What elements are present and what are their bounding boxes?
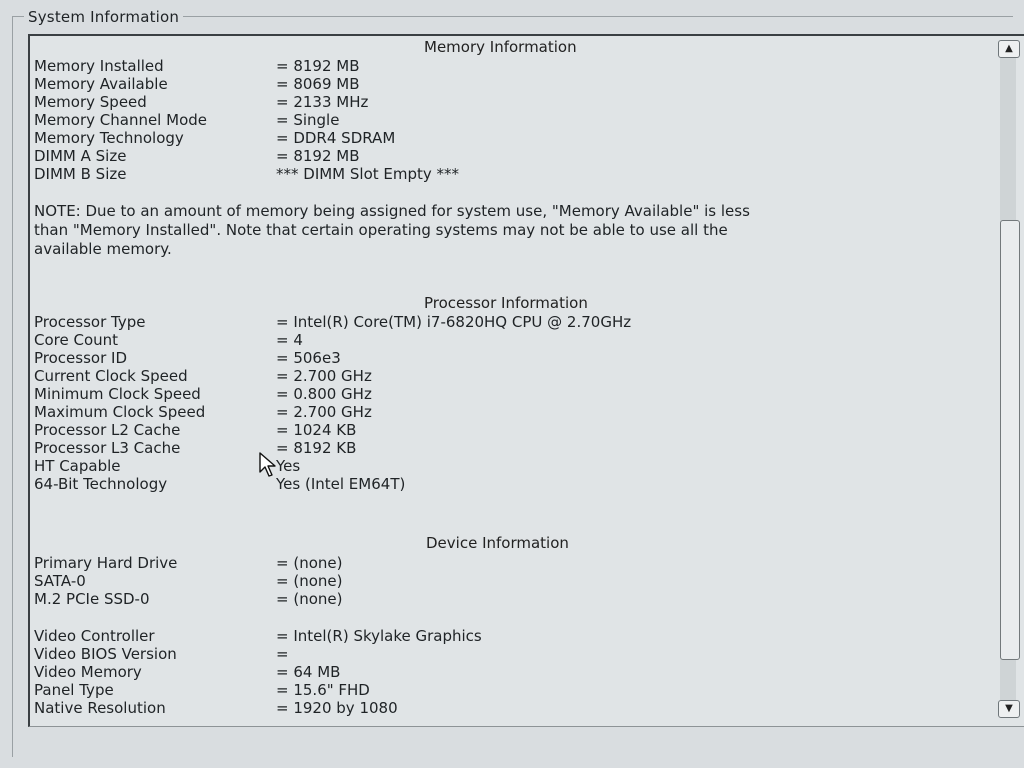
primary-hard-drive-value: = (none) <box>276 554 343 572</box>
dimm-a-size-label: DIMM A Size <box>34 147 127 165</box>
core-count-value: = 4 <box>276 331 303 349</box>
processor-l3-cache-label: Processor L3 Cache <box>34 439 181 457</box>
processor-type-label: Processor Type <box>34 313 146 331</box>
sata-0-label: SATA-0 <box>34 572 86 590</box>
device-section-title: Device Information <box>426 534 569 552</box>
memory-note-line: NOTE: Due to an amount of memory being assigned for system use, "Memory Available" is less <box>34 202 750 220</box>
processor-section-title: Processor Information <box>424 294 588 312</box>
processor-id-value: = 506e3 <box>276 349 341 367</box>
scroll-up-button[interactable] <box>998 40 1020 58</box>
video-bios-version-label: Video BIOS Version <box>34 645 177 663</box>
processor-id-label: Processor ID <box>34 349 127 367</box>
dimm-a-size-value: = 8192 MB <box>276 147 360 165</box>
panel-type-label: Panel Type <box>34 681 114 699</box>
m2-pcie-ssd-0-label: M.2 PCIe SSD-0 <box>34 590 150 608</box>
info-content <box>34 36 994 724</box>
arrow-down-icon: ▼ <box>1005 703 1013 714</box>
scroll-down-button[interactable] <box>998 700 1020 718</box>
memory-technology-label: Memory Technology <box>34 129 184 147</box>
video-controller-label: Video Controller <box>34 627 155 645</box>
primary-hard-drive-label: Primary Hard Drive <box>34 554 178 572</box>
current-clock-speed-label: Current Clock Speed <box>34 367 188 385</box>
video-controller-value: = Intel(R) Skylake Graphics <box>276 627 482 645</box>
minimum-clock-speed-value: = 0.800 GHz <box>276 385 372 403</box>
64-bit-technology-label: 64-Bit Technology <box>34 475 168 493</box>
vertical-scrollbar[interactable] <box>998 38 1020 722</box>
video-memory-label: Video Memory <box>34 663 142 681</box>
scrollbar-track[interactable] <box>1000 58 1016 702</box>
64-bit-technology-value: Yes (Intel EM64T) <box>276 475 406 493</box>
memory-available-label: Memory Available <box>34 75 168 93</box>
mouse-pointer-icon <box>258 452 280 478</box>
memory-note-line: than "Memory Installed". Note that certain operating systems may not be able to use all the <box>34 221 728 239</box>
dimm-b-size-label: DIMM B Size <box>34 165 127 183</box>
memory-channel-mode-value: = Single <box>276 111 340 129</box>
memory-speed-value: = 2133 MHz <box>276 93 369 111</box>
dimm-b-size-value: *** DIMM Slot Empty *** <box>276 165 460 183</box>
arrow-up-icon: ▲ <box>1005 43 1013 54</box>
processor-l2-cache-label: Processor L2 Cache <box>34 421 181 439</box>
memory-installed-value: = 8192 MB <box>276 57 360 75</box>
maximum-clock-speed-value: = 2.700 GHz <box>276 403 372 421</box>
processor-l2-cache-value: = 1024 KB <box>276 421 357 439</box>
native-resolution-label: Native Resolution <box>34 699 166 717</box>
scrollbar-thumb[interactable] <box>1000 220 1020 660</box>
ht-capable-value: Yes <box>276 457 301 475</box>
memory-available-value: = 8069 MB <box>276 75 360 93</box>
processor-type-value: = Intel(R) Core(TM) i7-6820HQ CPU @ 2.70GHz <box>276 313 632 331</box>
video-bios-version-value: = <box>276 645 289 663</box>
memory-note <box>34 202 884 259</box>
ht-capable-label: HT Capable <box>34 457 121 475</box>
m2-pcie-ssd-0-value: = (none) <box>276 590 343 608</box>
memory-technology-value: = DDR4 SDRAM <box>276 129 396 147</box>
sata-0-value: = (none) <box>276 572 343 590</box>
minimum-clock-speed-label: Minimum Clock Speed <box>34 385 201 403</box>
video-memory-value: = 64 MB <box>276 663 341 681</box>
memory-channel-mode-label: Memory Channel Mode <box>34 111 207 129</box>
current-clock-speed-value: = 2.700 GHz <box>276 367 372 385</box>
core-count-label: Core Count <box>34 331 119 349</box>
maximum-clock-speed-label: Maximum Clock Speed <box>34 403 206 421</box>
memory-installed-label: Memory Installed <box>34 57 164 75</box>
native-resolution-value: = 1920 by 1080 <box>276 699 398 717</box>
memory-speed-label: Memory Speed <box>34 93 147 111</box>
memory-section-title: Memory Information <box>424 38 577 56</box>
group-title: System Information <box>24 8 183 26</box>
memory-note-line: available memory. <box>34 240 172 258</box>
processor-l3-cache-value: = 8192 KB <box>276 439 357 457</box>
info-panel <box>28 34 1024 727</box>
panel-type-value: = 15.6" FHD <box>276 681 370 699</box>
